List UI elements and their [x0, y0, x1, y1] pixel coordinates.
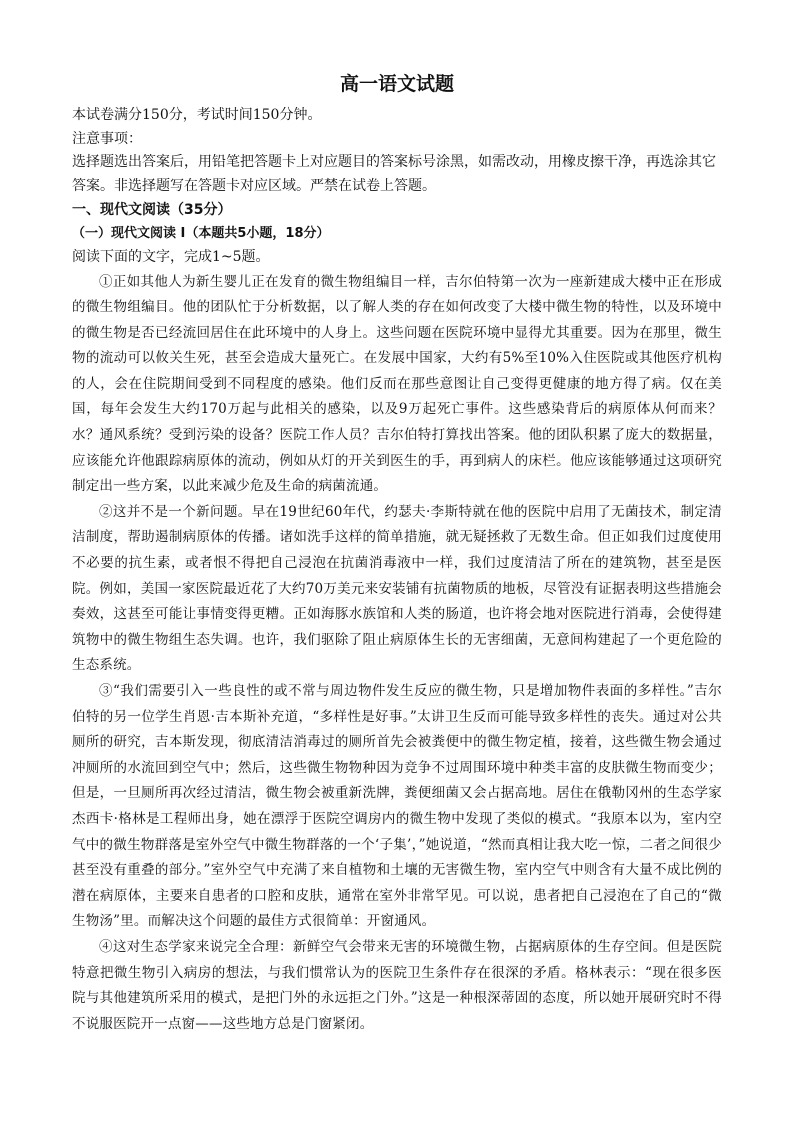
notice-title: 注意事项： — [72, 130, 142, 147]
exam-page — [72, 70, 722, 1037]
passage-paragraph-4: ④这对生态学家来说完全合理：新鲜空气会带来无害的环境微生物，占据病原体的生存空间。但是医院特意把微生物引入病房的想法，与我们惯常认为的医院卫生条件存在很深的矛盾。格林表示：“现在很多医院与其他建筑所采用的模式，是把门外的永远拒之门外。”这是一种根深蒂固的态度，所以她开展研究时不得不说服医院开一点窗——这些地方总是门窗紧闭。 — [72, 938, 722, 1032]
notice-line-2: 答案。非选择题写在答题卡对应区域。严禁在试卷上答题。 — [72, 177, 436, 194]
reading-instruction: 阅读下面的文字，完成1~5题。 — [72, 249, 270, 265]
passage-paragraph-2: ②这并不是一个新问题。早在19世纪60年代，约瑟夫·李斯特就在他的医院中启用了无菌技术，制定清洁制度，帮助遏制病原体的传播。诸如洗手这样的简单措施，就无疑拯救了无数生命。但正如我们过度使用不必要的抗生素，或者恨不得把自己浸泡在抗菌消毒液中一样，我们过度清洁了所在的建筑物，甚至是医院。例如，美国一家医院最近花了大约70万美元来安装铺有抗菌物质的地板，尽管没有证据表明这些措施会奏效，这甚至可能让事情变得更糟。正如海豚水族馆和人类的肠道，也许将会地对医院进行消毒，会使得建筑物中的微生物组生态失调。也许，我们驱除了阻止病原体生长的无害细菌，无意间构建起了一个更危险的生态系统。 — [72, 503, 722, 674]
subsection-heading: （一）现代文阅读 I（本题共5小题，18分） — [72, 226, 330, 241]
score-time-line: 本试卷满分150分，考试时间150分钟。 — [72, 107, 322, 123]
section-heading: 一、现代文阅读（35分） — [72, 202, 232, 218]
notice-line-1: 选择题选出答案后，用铅笔把答题卡上对应题目的答案标号涂黑，如需改动，用橡皮擦干净，再选涂其它 — [72, 154, 716, 170]
passage-paragraph-1: ①正如其他人为新生婴儿正在发育的微生物组编目一样，吉尔伯特第一次为一座新建成大楼中正在形成的微生物组编目。他的团队忙于分析数据，以了解人类的存在如何改变了大楼中微生物的特性，以及环境中的微生物是否已经流回居住在此环境中的人身上。这些问题在医院环境中显得尤其重要。因为在那里，微生物的流动可以攸关生死，甚至会造成大量死亡。在发展中国家，大约有5%至10%入住医院或其他医疗机构的人，会在住院期间受到不同程度的感染。他们反而在那些意图让自己变得更健康的地方得了病。仅在美国，每年会发生大约170万起与此相关的感染，以及9万起死亡事件。这些感染背后的病原体从何而来？水？通风系统？受到污染的设备？医院工作人员？吉尔伯特打算找出答案。他的团队积累了庞大的数据量，应该能允许他跟踪病原体的流动，例如从灯的开关到医生的手，再到病人的床栏。他应该能够通过这项研究制定出一些方案，以此来减少危及生命的病菌流通。 — [72, 273, 722, 495]
passage-paragraph-3: ③“我们需要引入一些良性的或不常与周边物件发生反应的微生物，只是增加物件表面的多样性。”吉尔伯特的另一位学生肖恩·吉本斯补充道，“多样性是好事。”太讲卫生反而可能导致多样性的丧失。通过对公共厕所的研究，吉本斯发现，彻底清洁消毒过的厕所首先会被粪便中的微生物定植，接着，这些微生物会通过冲厕所的水流回到空气中；然后，这些微生物物种因为竞争不过周围环境中种类丰富的皮肤微生物而变少；但是，一旦厕所再次经过清洁，微生物会被重新洗牌，粪便细菌又会占据高地。居住在俄勒冈州的生态学家杰西卡·格林是工程师出身，她在漂浮于医院空调房内的微生物中发现了类似的模式。“我原本以为，室内空气中的微生物群落是室外空气中微生物群落的一个‘子集’，”她说道，“然而真相让我大吃一惊，二者之间很少甚至没有重叠的部分。”室外空气中充满了来自植物和土壤的无害微生物，室内空气中则含有大量不成比例的潜在病原体，主要来自患者的口腔和皮肤，通常在室外非常罕见。可以说，患者把自己浸泡在了自己的“微生物汤”里。而解决这个问题的最佳方式很简单：开窗通风。 — [72, 683, 723, 930]
page-title: 高一语文试题 — [339, 73, 454, 95]
